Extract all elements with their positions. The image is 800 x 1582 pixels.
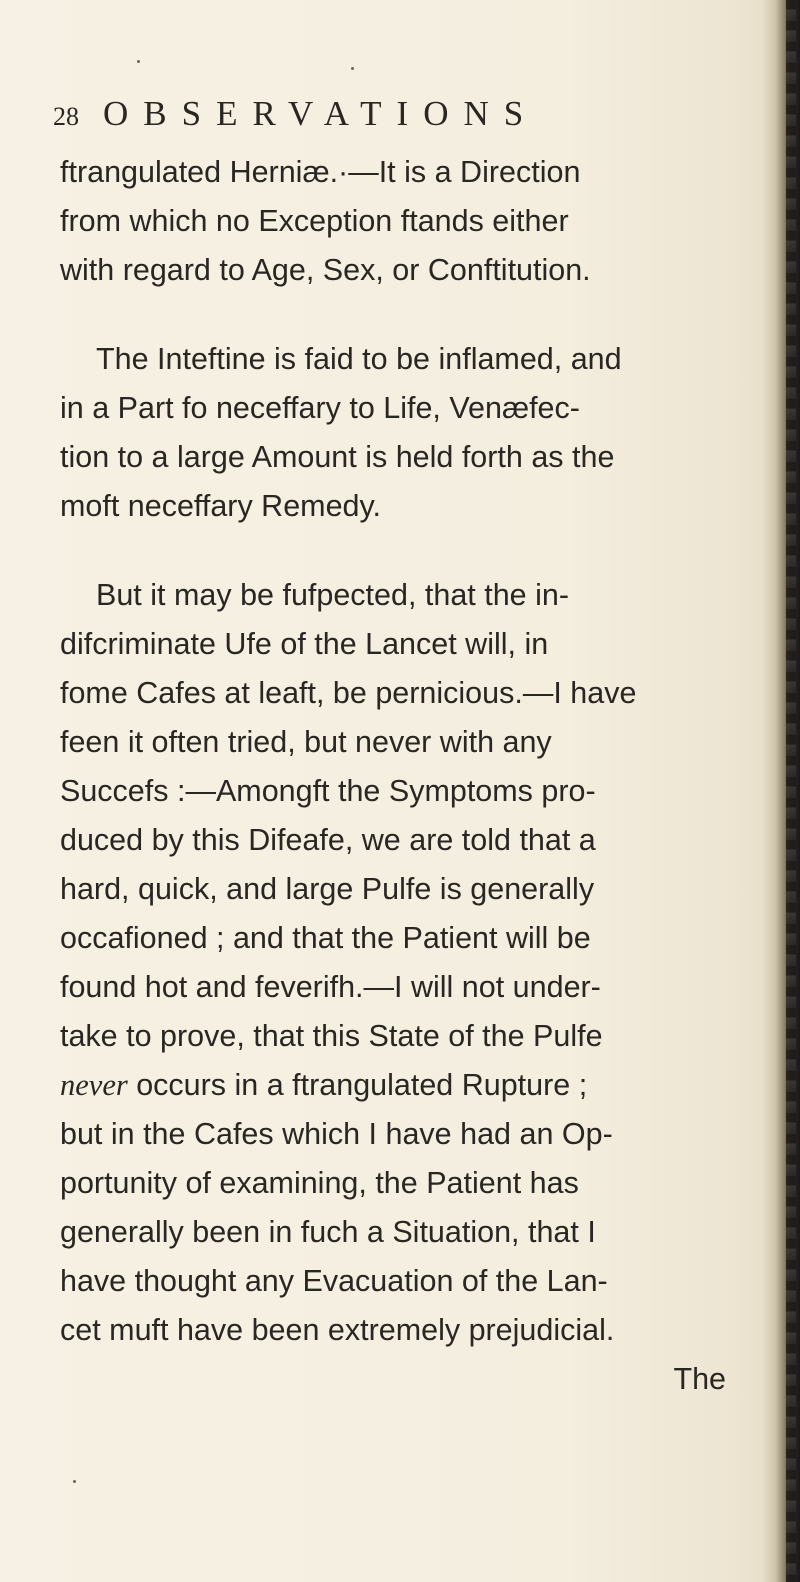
- text-line: hard, quick, and large Pulfe is generally: [60, 872, 595, 906]
- running-head: [53, 94, 538, 134]
- text-line: with regard to Age, Sex, or Conftitution.: [60, 253, 591, 287]
- text-line: fome Cafes at leaft, be pernicious.—I have: [60, 676, 637, 710]
- page-edge-texture: [786, 0, 796, 1582]
- text-line: cet muft have been extremely prejudicial.: [60, 1313, 615, 1347]
- page-number: 28: [53, 102, 79, 131]
- text-line: duced by this Difeafe, we are told that a: [60, 823, 596, 857]
- text-line: have thought any Evacuation of the Lan-: [60, 1264, 608, 1298]
- text-line: The Inteftine is faid to be inflamed, and: [96, 342, 622, 376]
- text-line: but in the Cafes which I have had an Op-: [60, 1117, 613, 1151]
- text-line-with-italic: [60, 1061, 740, 1110]
- paragraph-gap: [60, 531, 740, 571]
- text-line: ftrangulated Herniæ.·—It is a Direction: [60, 155, 581, 189]
- text-line: moft neceffary Remedy.: [60, 489, 381, 523]
- text-line: generally been in fuch a Situation, that I: [60, 1215, 596, 1249]
- text-line: portunity of examining, the Patient has: [60, 1166, 579, 1200]
- paragraph-gap: [60, 295, 740, 335]
- italic-word: never: [60, 1068, 128, 1102]
- text-line: But it may be fufpected, that the in-: [96, 578, 570, 612]
- text-line: from which no Exception ftands either: [60, 204, 569, 238]
- text-line: Succefs :—Amongft the Symptoms pro-: [60, 774, 596, 808]
- body-text: [60, 148, 740, 1404]
- catchword: The: [673, 1362, 726, 1396]
- ink-speck: [73, 1480, 76, 1483]
- ink-speck: [351, 67, 354, 70]
- text-line: take to prove, that this State of the Pulfe: [60, 1019, 603, 1053]
- text-line: difcriminate Ufe of the Lancet will, in: [60, 627, 549, 661]
- running-title: OBSERVATIONS: [103, 94, 539, 133]
- text-line: found hot and feverifh.—I will not under-: [60, 970, 601, 1004]
- text-line: tion to a large Amount is held forth as the: [60, 440, 615, 474]
- line-remainder: occurs in a ftrangulated Rupture ;: [127, 1068, 588, 1102]
- text-line: feen it often tried, but never with any: [60, 725, 552, 759]
- text-line: occafioned ; and that the Patient will be: [60, 921, 591, 955]
- ink-speck: [137, 60, 140, 63]
- text-line: in a Part fo neceffary to Life, Venæfec-: [60, 391, 580, 425]
